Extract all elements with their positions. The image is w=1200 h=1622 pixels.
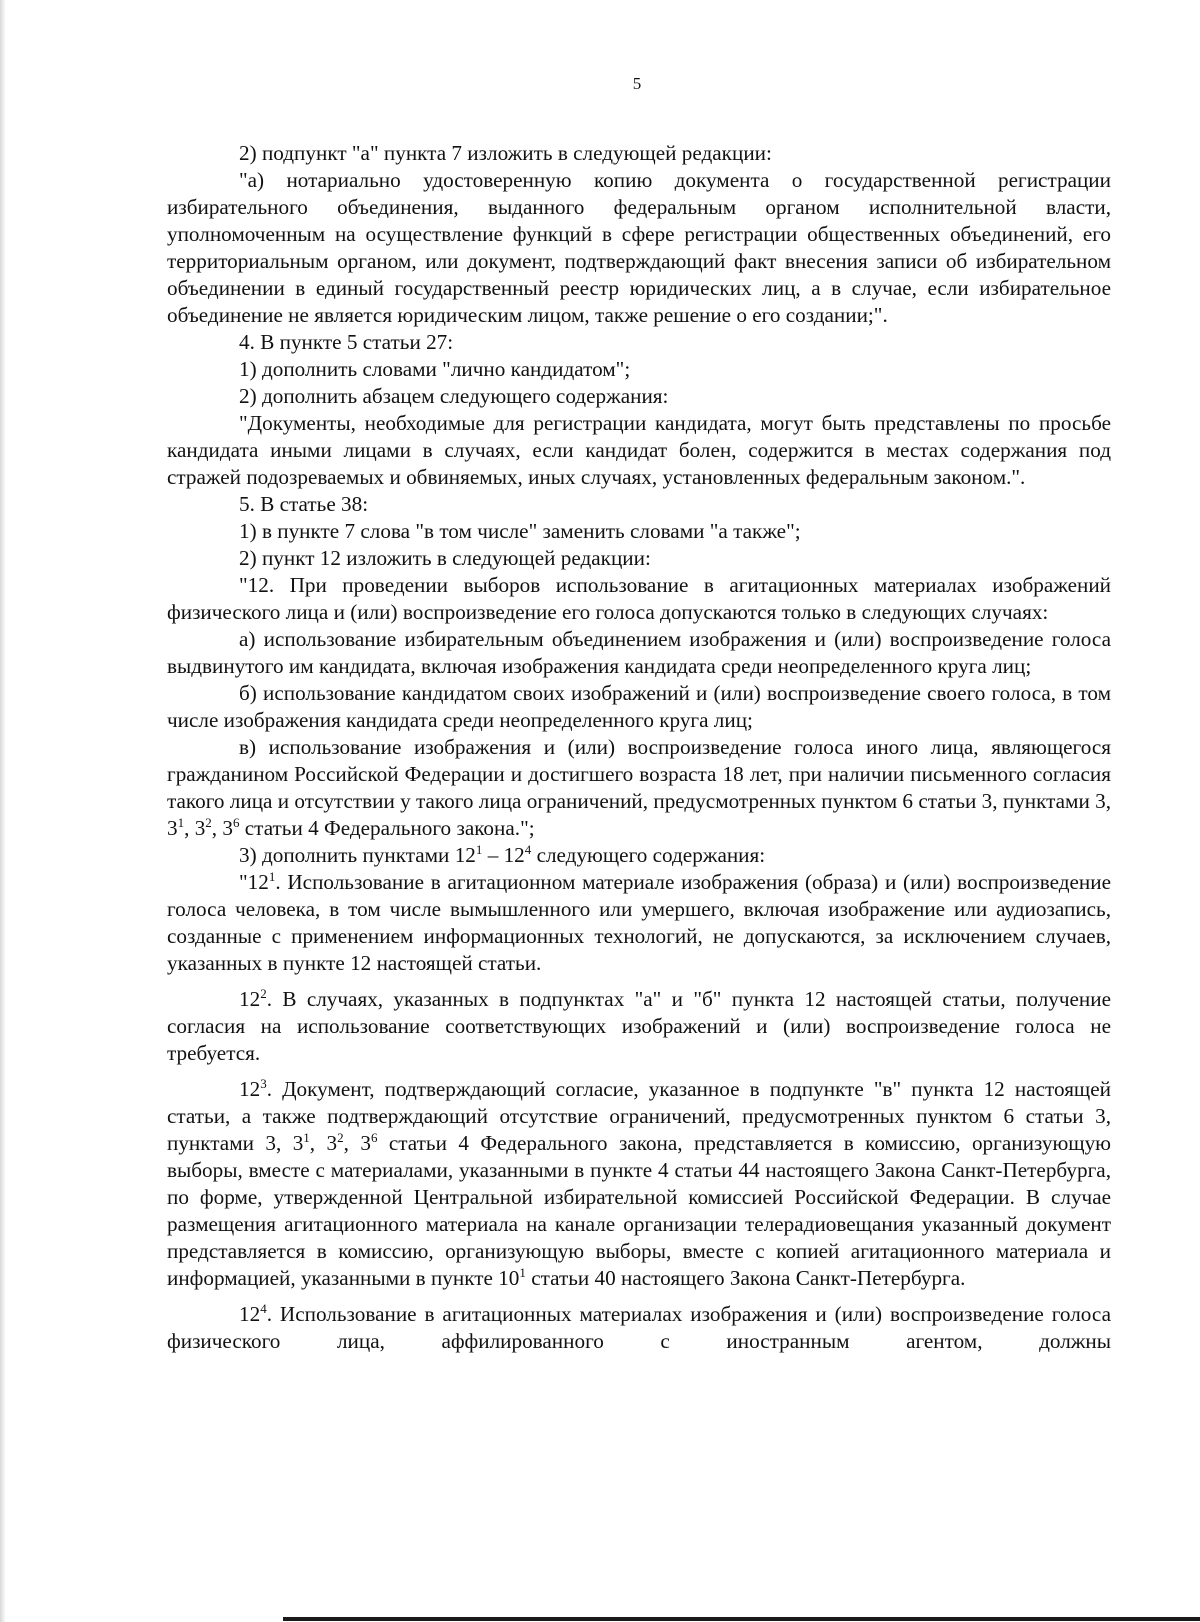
text-run: , 3 (309, 1131, 338, 1155)
page-number: 5 (632, 74, 642, 93)
text-run: 3) дополнить пунктами 12 (239, 843, 476, 867)
document-body (167, 140, 1111, 1355)
text-run: . Использование в агитационном материале изображения (образа) и (или) воспроизведение голоса человека, в том числе вымышленного или умершего, включая изображение или аудиозапись, созданные с применением информационных технологий, не допускаются, за исключением случаев, указанных в пункте 12 настоящей статьи. (167, 870, 1111, 975)
superscript: 1 (475, 842, 483, 857)
superscript: 1 (303, 1130, 310, 1145)
superscript: 6 (370, 1130, 378, 1145)
paragraph (167, 986, 1111, 1067)
superscript: 3 (260, 1076, 267, 1091)
superscript: 1 (268, 869, 276, 884)
superscript: 4 (260, 1301, 267, 1316)
text-run: . Документ, подтверждающий согласие, указанное в подпункте "в" пункта 12 настоящей статьи, а также подтверждающий отсутствие ограничений, предусмотренных пунктом 6 статьи 3, пунктами 3, 3 (167, 1077, 1111, 1155)
superscript: 4 (524, 842, 532, 857)
paragraph (167, 869, 1111, 977)
text-run: статьи 4 Федерального закона."; (239, 816, 535, 840)
paragraph: "12. При проведении выборов использование в агитационных материалах изображений физического лица и (или) воспроизведение его голоса допускаются только в следующих случаях: (167, 573, 1111, 624)
text-run: – 12 (482, 843, 525, 867)
text-run: 12 (239, 1077, 261, 1101)
paragraph (167, 734, 1111, 842)
text-run: следующего содержания: (531, 843, 766, 867)
paragraph: 1) дополнить словами "лично кандидатом"; (239, 357, 631, 381)
paragraph: "Документы, необходимые для регистрации кандидата, могут быть представлены по просьбе кандидата иными лицами в случаях, если кандидат болен, содержится в местах содержания под стражей подозреваемых и обвиняемых, иных случаях, установленных федеральным законом.". (167, 411, 1111, 489)
text-run: . Использование в агитационных материалах изображения и (или) воспроизведение голоса физического лица, аффилированного с иностранным агентом, должны (167, 1302, 1111, 1353)
paragraph: а) использование избирательным объединением изображения и (или) воспроизведение голоса выдвинутого им кандидата, включая изображения кандидата среди неопределенного круга лиц; (167, 627, 1111, 678)
paragraph (167, 1301, 1111, 1355)
superscript: 2 (205, 815, 212, 830)
paragraph: 2) пункт 12 изложить в следующей редакции: (239, 546, 651, 570)
superscript: 6 (232, 815, 240, 830)
paragraph: "а) нотариально удостоверенную копию документа о государственной регистрации избирательного объединения, выданного федеральным органом исполнительной власти, уполномоченным на осуществление функций в сфере регистрации общественных объединений, его территориальным органом, или документ, подтверждающий факт внесения записи об избирательном объединении в единый государственный реестр юридических лиц, а в случае, если избирательное объединение не является юридическим лицом, также решение о его создании;". (167, 168, 1111, 327)
text-run: . В случаях, указанных в подпунктах "а" и "б" пункта 12 настоящей статьи, получение согласия на использование соответствующих изображений и (или) воспроизведение голоса не требуется. (167, 987, 1111, 1065)
paragraph (167, 1076, 1111, 1292)
text-run: , 3 (211, 816, 233, 840)
superscript: 2 (337, 1130, 344, 1145)
scan-edge-shadow (0, 0, 6, 1622)
text-run: , 3 (343, 1131, 371, 1155)
superscript: 1 (177, 815, 185, 830)
superscript: 1 (519, 1265, 526, 1280)
paragraph: 1) в пункте 7 слова "в том числе" заменить словами "а также"; (239, 519, 801, 543)
paragraph: 2) дополнить абзацем следующего содержания: (239, 384, 669, 408)
paragraph: 5. В статье 38: (239, 492, 369, 516)
text-run: "12 (239, 870, 269, 894)
text-run: 12 (239, 987, 261, 1011)
superscript: 2 (260, 986, 267, 1001)
paragraph: б) использование кандидатом своих изображений и (или) воспроизведение своего голоса, в том числе изображения кандидата среди неопределенного круга лиц; (167, 681, 1111, 732)
text-run: , 3 (184, 816, 206, 840)
paragraph: 4. В пункте 5 статьи 27: (239, 330, 454, 354)
text-run: 12 (239, 1302, 261, 1326)
paragraph (167, 842, 1111, 869)
scan-bottom-edge (283, 1617, 1200, 1621)
text-run: статьи 40 настоящего Закона Санкт-Петербурга. (525, 1266, 966, 1290)
text-run: в) использование изображения и (или) воспроизведение голоса иного лица, являющегося гражданином Российской Федерации и достигшего возраста 18 лет, при наличии письменного согласия такого лица и отсутствии у такого лица ограничений, предусмотренных пунктом 6 статьи 3, пунктами 3, 3 (167, 735, 1111, 840)
paragraph: 2) подпункт "а" пункта 7 изложить в следующей редакции: (239, 141, 772, 165)
text-run: статьи 4 Федерального закона, представляется в комиссию, организующую выборы, вместе с материалами, указанными в пункте 4 статьи 44 настоящего Закона Санкт-Петербурга, по форме, утвержденной Центральной избирательной комиссией Российской Федерации. В случае размещения агитационного материала на канале организации телерадиовещания указанный документ представляется в комиссию, организующую выборы, вместе с копией агитационного материала и информацией, указанными в пункте 10 (167, 1131, 1112, 1290)
